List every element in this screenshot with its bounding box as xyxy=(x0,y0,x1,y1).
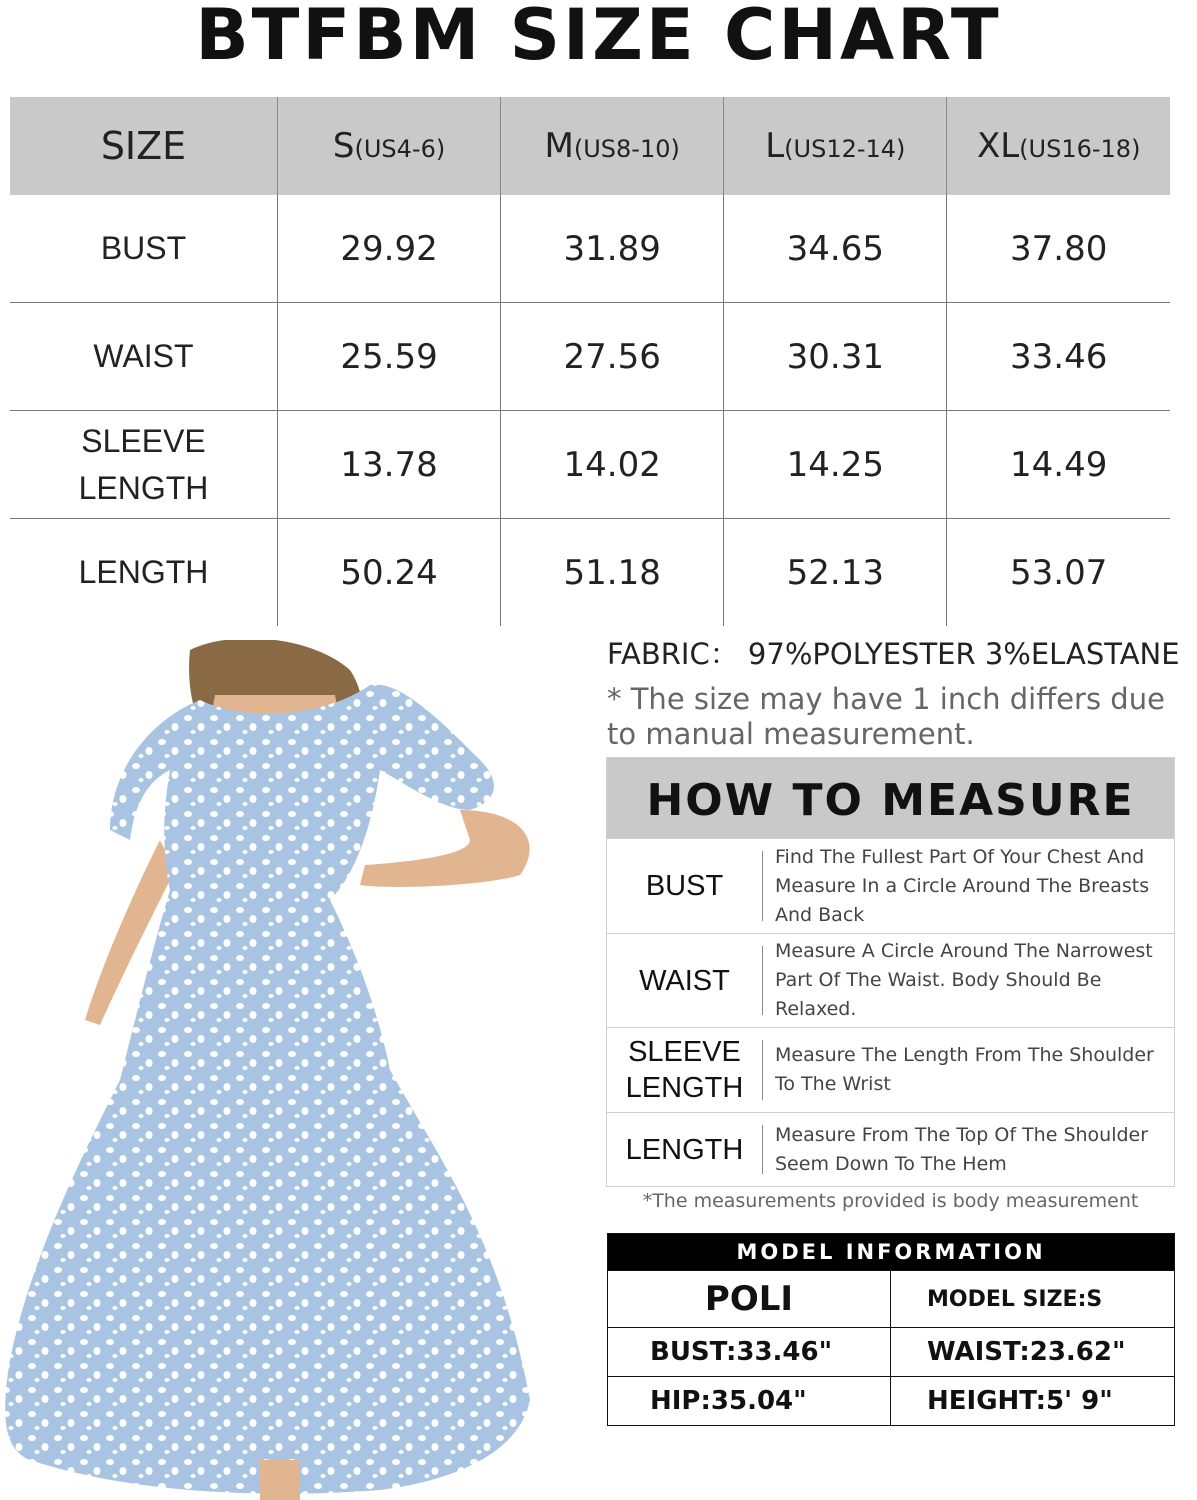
size-code: M xyxy=(544,126,574,166)
measure-label-line: LENGTH xyxy=(625,1072,744,1104)
size-code: S xyxy=(332,126,355,166)
row-label-line: BUST xyxy=(100,230,187,267)
us-size: (US4-6) xyxy=(354,135,446,163)
how-to-measure-panel xyxy=(606,757,1175,1187)
measure-description: Find The Fullest Part Of Your Chest And Measure In a Circle Around The Breasts And Back xyxy=(775,845,1150,926)
table-cell: 53.07 xyxy=(947,519,1170,627)
measure-row-waist xyxy=(607,933,1174,1027)
measure-label-line: WAIST xyxy=(639,964,730,997)
row-label-line: WAIST xyxy=(93,338,194,375)
table-cell: 52.13 xyxy=(724,519,947,627)
table-cell: 29.92 xyxy=(278,195,501,303)
model-waist: WAIST:23.62" xyxy=(927,1337,1126,1367)
size-chart-table xyxy=(10,97,1170,626)
measure-row-length xyxy=(607,1112,1174,1186)
dress-shape xyxy=(5,685,530,1494)
table-cell: 31.89 xyxy=(501,195,724,303)
table-row-waist xyxy=(10,303,1170,411)
us-size: (US16-18) xyxy=(1019,135,1141,163)
row-label xyxy=(10,195,278,303)
table-cell: 37.80 xyxy=(947,195,1170,303)
how-to-measure-title: HOW TO MEASURE xyxy=(607,758,1174,838)
table-cell: 34.65 xyxy=(724,195,947,303)
measure-label-line: LENGTH xyxy=(625,1133,744,1166)
size-header-label: SIZE xyxy=(10,97,278,195)
table-cell: 30.31 xyxy=(724,303,947,411)
size-code: XL xyxy=(976,126,1020,166)
row-label xyxy=(10,303,278,411)
model-dress-photo xyxy=(0,640,555,1500)
us-size: (US8-10) xyxy=(573,135,680,163)
size-column-l xyxy=(724,97,947,195)
table-cell: 33.46 xyxy=(947,303,1170,411)
size-column-xl xyxy=(947,97,1170,195)
measure-label xyxy=(607,839,762,933)
model-name: POLI xyxy=(608,1271,891,1327)
model-information-title: MODEL INFORMATION xyxy=(608,1234,1174,1270)
size-header-row xyxy=(10,97,1170,195)
table-row-sleeve-length xyxy=(10,411,1170,519)
model-row-bust-waist xyxy=(608,1327,1174,1376)
right-arm xyxy=(360,810,530,887)
model-size: MODEL SIZE:S xyxy=(927,1286,1103,1312)
model-information-table xyxy=(607,1233,1175,1426)
size-column-m xyxy=(501,97,724,195)
model-bust: BUST:33.46" xyxy=(608,1328,891,1376)
measure-description: Measure From The Top Of The Shoulder Seem Down To The Hem xyxy=(775,1123,1149,1175)
measure-description: Measure A Circle Around The Narrowest Part Of The Waist. Body Should Be Relaxed. xyxy=(775,940,1153,1020)
model-hip: HIP:35.04" xyxy=(608,1377,891,1425)
size-code: L xyxy=(765,126,785,166)
row-label-line: LENGTH xyxy=(78,469,209,506)
row-label-line: LENGTH xyxy=(78,554,209,591)
legs xyxy=(260,1460,300,1500)
table-cell: 14.02 xyxy=(501,411,724,519)
us-size: (US12-14) xyxy=(784,135,906,163)
table-cell: 27.56 xyxy=(501,303,724,411)
model-row-name xyxy=(608,1270,1174,1327)
measurement-footnote: *The measurements provided is body measurement xyxy=(642,1190,1139,1212)
page-title: BTFBM SIZE CHART xyxy=(195,0,1002,76)
row-label-line: SLEEVE xyxy=(81,423,206,460)
fabric-info: FABRIC： 97%POLYESTER 3%ELASTANE xyxy=(607,637,1180,671)
measure-row-sleeve-length xyxy=(607,1027,1174,1112)
measure-label-line: BUST xyxy=(645,870,724,902)
row-label xyxy=(10,411,278,519)
row-label xyxy=(10,519,278,627)
size-column-s xyxy=(278,97,501,195)
model-height: HEIGHT:5' 9" xyxy=(927,1386,1113,1416)
measure-label xyxy=(607,934,762,1027)
measure-label-line: SLEEVE xyxy=(628,1036,741,1068)
measure-label xyxy=(607,1028,762,1112)
table-cell: 14.25 xyxy=(724,411,947,519)
table-cell: 50.24 xyxy=(278,519,501,627)
size-note: * The size may have 1 inch differs due to manual measurement. xyxy=(607,682,1165,751)
measure-label xyxy=(607,1113,762,1186)
measure-row-bust xyxy=(607,838,1174,933)
table-row-length xyxy=(10,519,1170,627)
model-row-hip-height xyxy=(608,1376,1174,1425)
table-cell: 14.49 xyxy=(947,411,1170,519)
table-cell: 25.59 xyxy=(278,303,501,411)
table-row-bust xyxy=(10,195,1170,303)
measure-description: Measure The Length From The Shoulder To The Wrist xyxy=(775,1044,1154,1095)
table-cell: 13.78 xyxy=(278,411,501,519)
table-cell: 51.18 xyxy=(501,519,724,627)
